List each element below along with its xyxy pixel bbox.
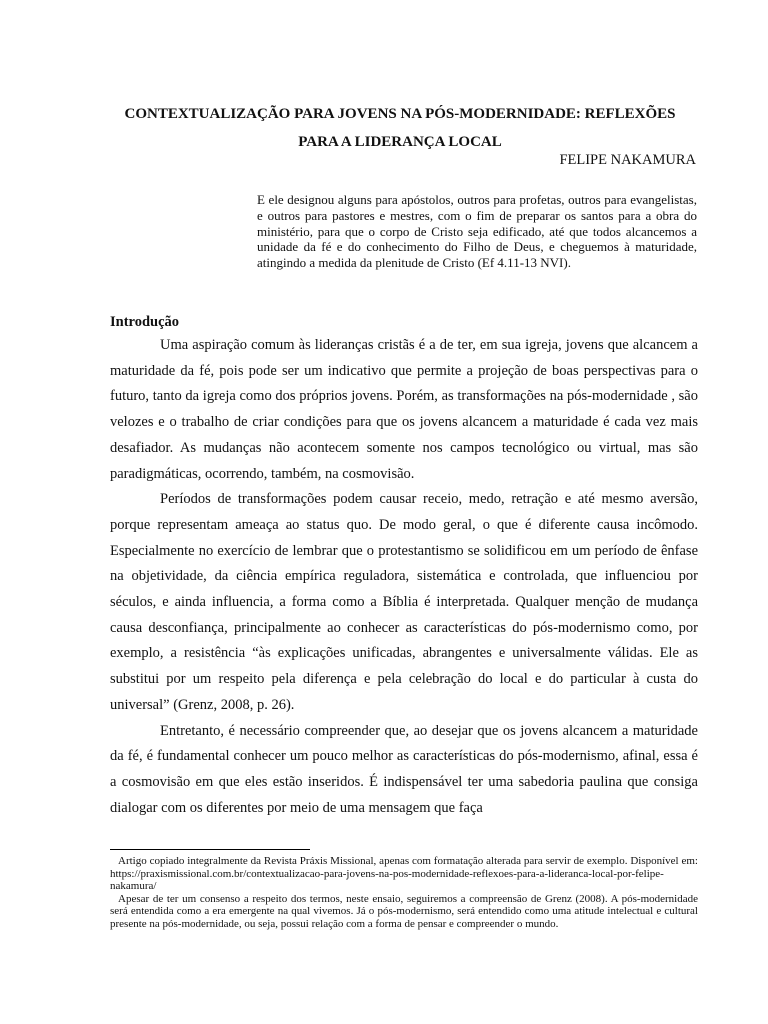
document-title	[100, 100, 700, 156]
paragraph: Uma aspiração comum às lideranças cristãs é a de ter, em sua igreja, jovens que alcancem a maturidade da fé, pois pode ser um indicativo que permite a projeção de boas perspectivas para o futuro, tanto da igreja como dos próprios jovens. Porém, as transformações na pós-modernidade , são velozes e o trabalho de criar condições para que os jovens alcancem a maturidade é cada vez mais desafiador. As mudanças não acontecem somente nos campos tecnológico ou virtual, mas são paradigmáticas, ocorrendo, também, na cosmovisão.	[110, 337, 698, 482]
section-heading: Introdução	[110, 314, 180, 330]
paragraph: Entretanto, é necessário compreender que, ao desejar que os jovens alcancem a maturidade da fé, é fundamental conhecer um pouco melhor as características do pós-modernismo, afinal, essa é a cosmovisão em que eles estão inseridos. É indispensável ter uma sabedoria paulina que consiga dialogar com os diferentes por meio de uma mensagem que faça	[110, 722, 698, 816]
footnotes	[110, 855, 698, 931]
title-line-1: CONTEXTUALIZAÇÃO PARA JOVENS NA PÓS-MODERNIDADE: REFLEXÕES	[124, 106, 676, 122]
body-text	[110, 333, 698, 821]
footnote-divider	[110, 849, 310, 850]
footnote: Artigo copiado integralmente da Revista Práxis Missional, apenas com formatação alterada para servir de exemplo. Disponível em: https://praxismissional.com.br/contextualizacao-para-jovens-na-pos-modernidade-reflexoes-para-a-lideranca-local-por-felipe-nakamura/	[110, 855, 698, 893]
paragraph: Períodos de transformações podem causar receio, medo, retração e até mesmo aversão, porque representam ameaça ao status quo. De modo geral, o que é diferente causa incômodo. Especialmente no exercício de lembrar que o protestantismo se solidificou em um período de ênfase na objetividade, da ciência empírica reguladora, sistemática e controlada, que influenciou por séculos, e ainda influencia, a forma como a Bíblia é interpretada. Qualquer menção de mudança causa desconfiança, principalmente ao conhecer as características do pós-modernismo como, por exemplo, a resistência “às explicações unificadas, abrangentes e universalmente válidas. Ele as substitui por um respeito pela diferença e pela celebração do local e do particular à custa do universal” (Grenz, 2008, p. 26).	[110, 491, 698, 713]
title-line-2: PARA A LIDERANÇA LOCAL	[298, 134, 502, 150]
epigraph-quote: E ele designou alguns para apóstolos, outros para profetas, outros para evangelistas, e outros para pastores e mestres, com o fim de preparar os santos para a obra do ministério, para que o corpo de Cristo seja edificado, até que todos alcancemos a unidade da fé e do conhecimento do Filho de Deus, e cheguemos à maturidade, atingindo a medida da plenitude de Cristo (Ef 4.11-13 NVI).	[257, 192, 697, 271]
footnote: Apesar de ter um consenso a respeito dos termos, neste ensaio, seguiremos a compreensão de Grenz (2008). A pós-modernidade será entendida como a era emergente na qual vivemos. Já o pós-modernismo, será entendido como uma atitude intelectual e cultural presente na pós-modernidade, ou seja, possui relação com a forma de pensar e compreender o mundo.	[110, 892, 698, 930]
author-name: FELIPE NAKAMURA	[559, 152, 696, 168]
